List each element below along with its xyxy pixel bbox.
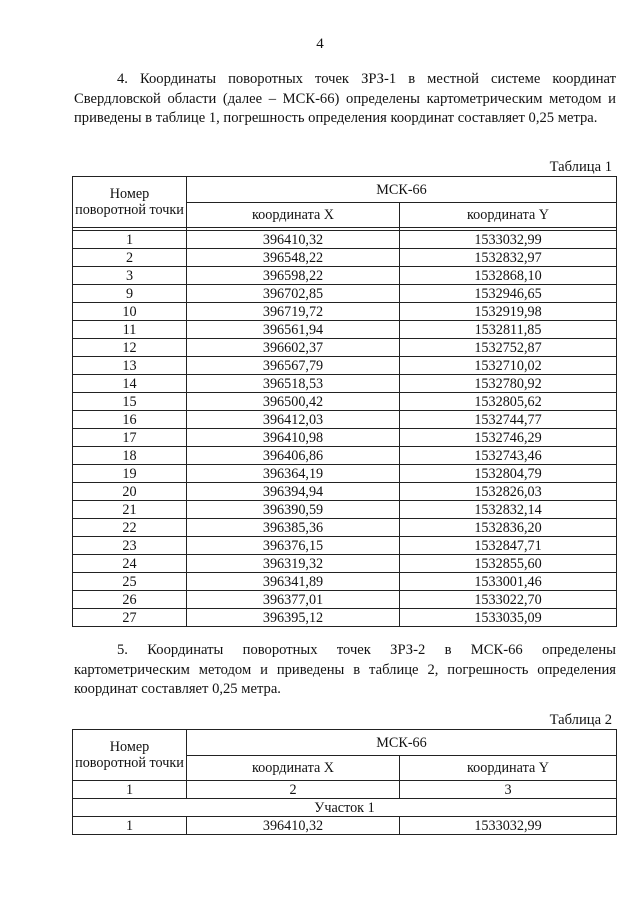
- header-coordinate-system: МСК-66: [187, 730, 617, 756]
- coordinate-y-cell: 1532832,97: [400, 249, 617, 267]
- coordinate-x-cell: 396364,19: [187, 465, 400, 483]
- table-row: [73, 465, 617, 483]
- coordinate-x-cell: 396410,98: [187, 429, 400, 447]
- table-row: [73, 501, 617, 519]
- table-row: [73, 249, 617, 267]
- column-index: 3: [400, 781, 617, 799]
- table-row: [73, 609, 617, 627]
- coordinate-y-cell: 1532780,92: [400, 375, 617, 393]
- table-row: [73, 817, 617, 835]
- point-number-cell: 11: [73, 321, 187, 339]
- column-index: 1: [73, 781, 187, 799]
- coordinates-table-1: [72, 176, 617, 627]
- coordinate-y-cell: 1532811,85: [400, 321, 617, 339]
- table-row: [73, 303, 617, 321]
- coordinate-x-cell: 396702,85: [187, 285, 400, 303]
- table-row: [73, 447, 617, 465]
- coordinate-x-cell: 396376,15: [187, 537, 400, 555]
- coordinate-y-cell: 1532744,77: [400, 411, 617, 429]
- point-number-cell: 1: [73, 817, 187, 835]
- point-number-cell: 23: [73, 537, 187, 555]
- coordinate-y-cell: 1532919,98: [400, 303, 617, 321]
- coordinate-x-cell: 396598,22: [187, 267, 400, 285]
- coordinate-x-cell: 396319,32: [187, 555, 400, 573]
- table-row: [73, 285, 617, 303]
- coordinate-x-cell: 396567,79: [187, 357, 400, 375]
- table1-caption: Таблица 1: [549, 159, 612, 175]
- point-number-cell: 15: [73, 393, 187, 411]
- coordinate-x-cell: 396410,32: [187, 231, 400, 249]
- column-index: 2: [187, 781, 400, 799]
- table-row: [73, 411, 617, 429]
- coordinate-y-cell: 1532710,02: [400, 357, 617, 375]
- coordinate-y-cell: 1533032,99: [400, 231, 617, 249]
- table-row: [73, 555, 617, 573]
- table-row: [73, 267, 617, 285]
- table1-body: [73, 231, 617, 627]
- coordinate-x-cell: 396410,32: [187, 817, 400, 835]
- point-number-cell: 17: [73, 429, 187, 447]
- point-number-cell: 14: [73, 375, 187, 393]
- point-number-cell: 20: [73, 483, 187, 501]
- coordinate-y-cell: 1532855,60: [400, 555, 617, 573]
- coordinate-x-cell: 396377,01: [187, 591, 400, 609]
- point-number-cell: 21: [73, 501, 187, 519]
- coordinate-y-cell: 1532836,20: [400, 519, 617, 537]
- point-number-cell: 9: [73, 285, 187, 303]
- point-number-cell: 13: [73, 357, 187, 375]
- coordinate-y-cell: 1533001,46: [400, 573, 617, 591]
- point-number-cell: 22: [73, 519, 187, 537]
- table-row: [73, 393, 617, 411]
- table-row: [73, 483, 617, 501]
- header-y: координата Y: [400, 756, 617, 781]
- table-row: [73, 519, 617, 537]
- coordinate-y-cell: 1532946,65: [400, 285, 617, 303]
- header-point-number: Номер поворотной точки: [73, 177, 187, 228]
- point-number-cell: 27: [73, 609, 187, 627]
- coordinate-x-cell: 396719,72: [187, 303, 400, 321]
- coordinate-y-cell: 1532805,62: [400, 393, 617, 411]
- coordinate-y-cell: 1532752,87: [400, 339, 617, 357]
- coordinate-x-cell: 396602,37: [187, 339, 400, 357]
- header-x: координата X: [187, 756, 400, 781]
- coordinate-x-cell: 396395,12: [187, 609, 400, 627]
- point-number-cell: 19: [73, 465, 187, 483]
- header-point-number: Номер поворотной точки: [73, 730, 187, 781]
- header-coordinate-system: МСК-66: [187, 177, 617, 203]
- coordinate-x-cell: 396394,94: [187, 483, 400, 501]
- coordinate-x-cell: 396341,89: [187, 573, 400, 591]
- point-number-cell: 2: [73, 249, 187, 267]
- point-number-cell: 1: [73, 231, 187, 249]
- table-row: [73, 591, 617, 609]
- coordinate-y-cell: 1532804,79: [400, 465, 617, 483]
- point-number-cell: 16: [73, 411, 187, 429]
- point-number-cell: 10: [73, 303, 187, 321]
- point-number-cell: 24: [73, 555, 187, 573]
- coordinate-y-cell: 1532832,14: [400, 501, 617, 519]
- coordinate-x-cell: 396406,86: [187, 447, 400, 465]
- table-row: [73, 537, 617, 555]
- point-number-cell: 26: [73, 591, 187, 609]
- paragraph-coordinates-zrz2: 5. Координаты поворотных точек ЗРЗ-2 в МСК-66 определены картометрическим методом и приведены в таблице 2, погрешность определения координат составляет 0,25 метра.: [74, 642, 616, 698]
- coordinate-y-cell: 1532743,46: [400, 447, 617, 465]
- coordinate-y-cell: 1533022,70: [400, 591, 617, 609]
- paragraph-coordinates-zrz1: 4. Координаты поворотных точек ЗРЗ-1 в местной системе координат Свердловской области (далее – МСК-66) определены картометрическим методом и приведены в таблице 1, погрешность определения координат составляет 0,25 метра.: [74, 71, 616, 127]
- section-title: Участок 1: [73, 799, 617, 817]
- table2-caption: Таблица 2: [549, 712, 612, 728]
- point-number-cell: 18: [73, 447, 187, 465]
- coordinate-x-cell: 396390,59: [187, 501, 400, 519]
- coordinate-x-cell: 396412,03: [187, 411, 400, 429]
- table2-body: [73, 817, 617, 835]
- table-row: [73, 375, 617, 393]
- header-x: координата X: [187, 203, 400, 228]
- coordinate-x-cell: 396548,22: [187, 249, 400, 267]
- table-row: [73, 573, 617, 591]
- coordinate-y-cell: 1533032,99: [400, 817, 617, 835]
- coordinate-y-cell: 1533035,09: [400, 609, 617, 627]
- table-row: [73, 429, 617, 447]
- coordinate-y-cell: 1532847,71: [400, 537, 617, 555]
- coordinate-y-cell: 1532826,03: [400, 483, 617, 501]
- point-number-cell: 25: [73, 573, 187, 591]
- point-number-cell: 12: [73, 339, 187, 357]
- table-row: [73, 339, 617, 357]
- coordinate-x-cell: 396518,53: [187, 375, 400, 393]
- coordinates-table-2: [72, 729, 617, 835]
- point-number-cell: 3: [73, 267, 187, 285]
- header-y: координата Y: [400, 203, 617, 228]
- coordinate-x-cell: 396561,94: [187, 321, 400, 339]
- table-row: [73, 357, 617, 375]
- coordinate-x-cell: 396385,36: [187, 519, 400, 537]
- page-number: 4: [316, 36, 324, 52]
- table-row: [73, 321, 617, 339]
- coordinate-x-cell: 396500,42: [187, 393, 400, 411]
- table-row: [73, 231, 617, 249]
- coordinate-y-cell: 1532746,29: [400, 429, 617, 447]
- coordinate-y-cell: 1532868,10: [400, 267, 617, 285]
